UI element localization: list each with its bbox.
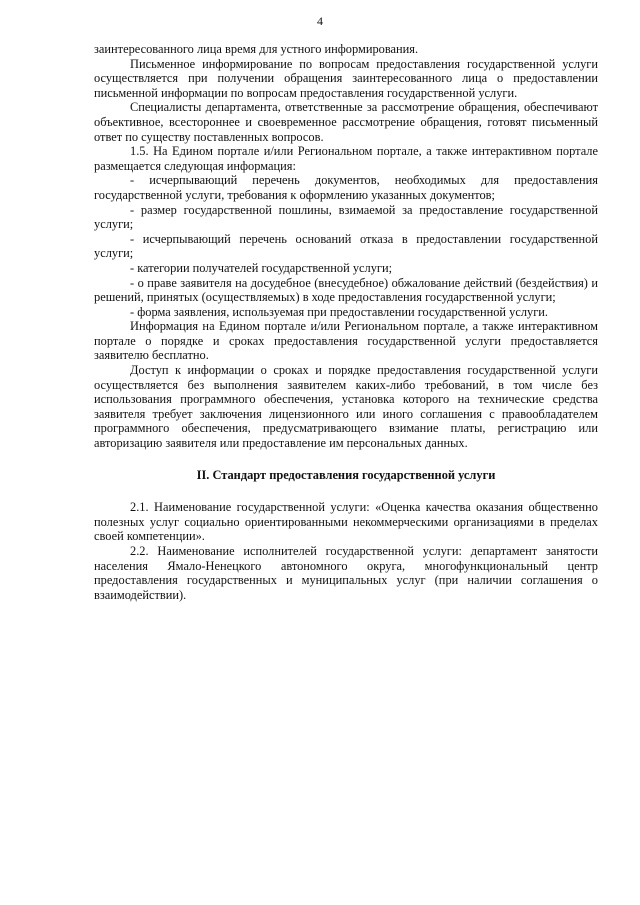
paragraph-access: Доступ к информации о сроках и порядке предоставления государственной услуги осуществляется без выполнения заявителем каких-либо требований, в том числе без использования программного обеспечения, установка которого на технические средства заявителя требует заключения лицензионного или иного соглашения с правообладателем программного обеспечения, предусматривающего взимание платы, регистрацию или авторизацию заявителя или предоставление им персональных данных. bbox=[94, 363, 598, 451]
list-item-appeal-right: - о праве заявителя на досудебное (внесудебное) обжалование действий (бездействия) и решений, принятых (осуществляемых) в ходе предоставления государственной услуги; bbox=[94, 275, 598, 305]
list-item-refusal-grounds: - исчерпывающий перечень оснований отказа в предоставлении государственной услуги; bbox=[94, 231, 598, 261]
list-item-application-form: - форма заявления, используемая при предоставлении государственной услуги. bbox=[130, 304, 549, 319]
paragraph-continuation: заинтересованного лица время для устного информирования. bbox=[94, 42, 419, 56]
list-item-documents: - исчерпывающий перечень документов, необходимых для предоставления государственной услуги, требования к оформлению указанных документов; bbox=[94, 173, 598, 202]
page-number: 4 bbox=[317, 14, 323, 28]
paragraph-1-5: 1.5. На Едином портале и/или Региональном портале, а также интерактивном портале размещается следующая информация: bbox=[94, 144, 598, 173]
paragraph-free-info: Информация на Едином портале и/или Региональном портале, а также интерактивном портале о порядке и сроках предоставления государственной услуги предоставляется заявителю бесплатно. bbox=[94, 319, 598, 363]
section-title: II. Стандарт предоставления государственной услуги bbox=[196, 467, 496, 482]
paragraph-2-1: 2.1. Наименование государственной услуги: «Оценка качества оказания общественно полезных услуг социально ориентированными некоммерческими организациями в пределах своей компетенции». bbox=[94, 500, 598, 544]
document-body bbox=[94, 42, 598, 602]
paragraph-specialists: Специалисты департамента, ответственные за рассмотрение обращения, обеспечивают объективное, всестороннее и своевременное рассмотрение обращения, готовят письменный ответ по существу поставленных вопросов. bbox=[94, 100, 598, 144]
paragraph-2-2: 2.2. Наименование исполнителей государственной услуги: департамент занятости населения Ямало-Ненецкого автономного округа, многофункциональный центр предоставления государственных и муниципальных услуг (при наличии соглашения о взаимодействии). bbox=[94, 544, 598, 602]
paragraph-written-info: Письменное информирование по вопросам предоставления государственной услуги осуществляется при получении обращения заинтересованного лица о предоставлении письменной информации по вопросам предоставления государственной услуги. bbox=[94, 56, 598, 100]
list-item-recipients: - категории получателей государственной услуги; bbox=[130, 260, 393, 275]
list-item-fee: - размер государственной пошлины, взимаемой за предоставление государственной услуги; bbox=[94, 202, 598, 232]
